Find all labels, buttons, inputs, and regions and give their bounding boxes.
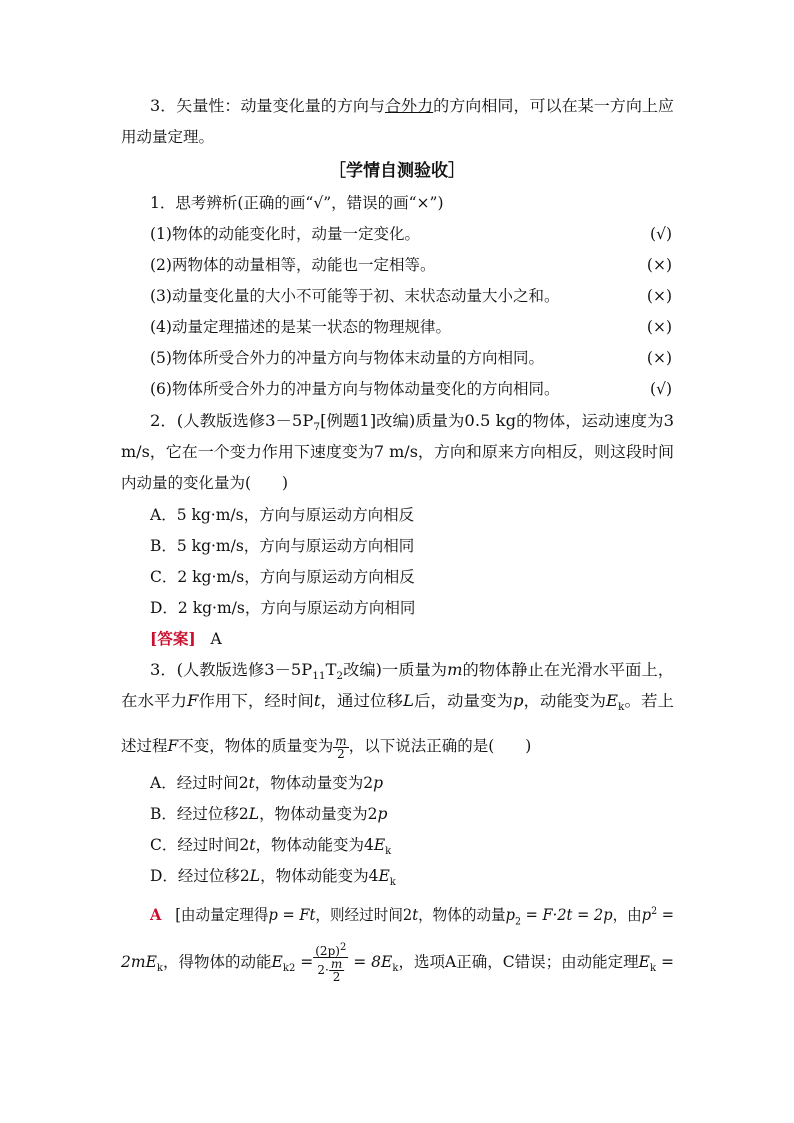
paragraph-vector-line1: 3．矢量性：动量变化量的方向与合外力的方向相同，可以在某一方向上应 [150,97,674,115]
answer-label: [答案] [150,629,196,648]
q2-option: D．2 kg·m/s，方向与原运动方向相同 [150,599,416,617]
q1-statement: (3)动量变化量的大小不可能等于初、末状态动量大小之和。 [150,287,560,305]
q3-option: A．经过时间2t，物体动量变为2p [150,774,384,792]
q1-judgement-mark: (×) [646,287,672,305]
q3-option: B．经过位移2L，物体动量变为2p [150,805,388,823]
q1-judgement-mark: (×) [646,256,672,274]
q2-option: A．5 kg·m/s，方向与原运动方向相反 [150,506,415,524]
q1-statement: (5)物体所受合外力的冲量方向与物体末动量的方向相同。 [150,349,544,367]
solution-answer-letter: A [150,905,162,925]
q1-statement: (1)物体的动能变化时，动量一定变化。 [150,225,420,243]
q1-judgement-mark: (√) [650,225,672,243]
q3-option: C．经过时间2t，物体动能变为$4E_k$ [150,836,392,858]
q2-line1: 2．(人教版选修$3-5P_7$[例题1]改编)质量为0.5 kg的物体，运动速度为3 [150,412,674,434]
q1-statement: (4)动量定理描述的是某一状态的物理规律。 [150,318,451,336]
underlined-term: 合外力 [384,97,434,115]
solution-line1: A [由动量定理得p = Ft，则经过时间2t，物体的动量$p_2 = F\cdot 2t = 2p$，由$p^2$ = [150,905,674,928]
q1-judgement-mark: (×) [646,318,672,336]
q2-option: C．2 kg·m/s，方向与原运动方向相反 [150,568,415,586]
q1-statement: (2)两物体的动量相等，动能也一定相等。 [150,256,436,274]
q2-answer: [答案] A [150,629,222,648]
q1-statement: (6)物体所受合外力的冲量方向与物体动量变化的方向相同。 [150,380,560,398]
solution-line2: $2mE_k$，得物体的动能$E_{k2}$ = $(2p)^2$ 2· $\frac{m}{2}$ = $8E_k$，选项A正确，C错误；由动能定理$E_k$ = [121,942,674,984]
q2-line2: m/s，它在一个变力作用下速度变为7 m/s，方向和原来方向相反，则这段时间 [121,443,674,461]
fraction-m-over-2: $\frac{m}{2}$ [335,733,347,761]
q2-option: B．5 kg·m/s，方向与原运动方向相同 [150,537,415,555]
q1-judgement-mark: (√) [650,380,672,398]
q3-line1: 3．(人教版选修$3-5P_{11}T_2$改编)一质量为m的物体静止在光滑水平面上， [150,661,674,683]
paragraph-vector-line2: 用动量定理。 [121,128,215,146]
fraction-kinetic-energy: $(2p)^2$ 2· $\frac{m}{2}$ [313,943,348,983]
q3-option: D．经过位移2L，物体动能变为$4E_k$ [150,867,396,889]
q2-line3: 内动量的变化量为( ) [121,474,289,492]
q3-line2: 在水平力F作用下，经时间t，通过位移L后，动量变为p，动能变为$E_k$。若上 [121,692,674,714]
q1-intro: 1．思考辨析(正确的画“√”，错误的画“×”) [150,194,444,212]
section-heading: ［学情自测验收］ [329,161,465,181]
q3-line3: 述过程F不变，物体的质量变为 $\frac{m}{2}$ ，以下说法正确的是( ) [121,733,532,761]
q1-judgement-mark: (×) [646,349,672,367]
